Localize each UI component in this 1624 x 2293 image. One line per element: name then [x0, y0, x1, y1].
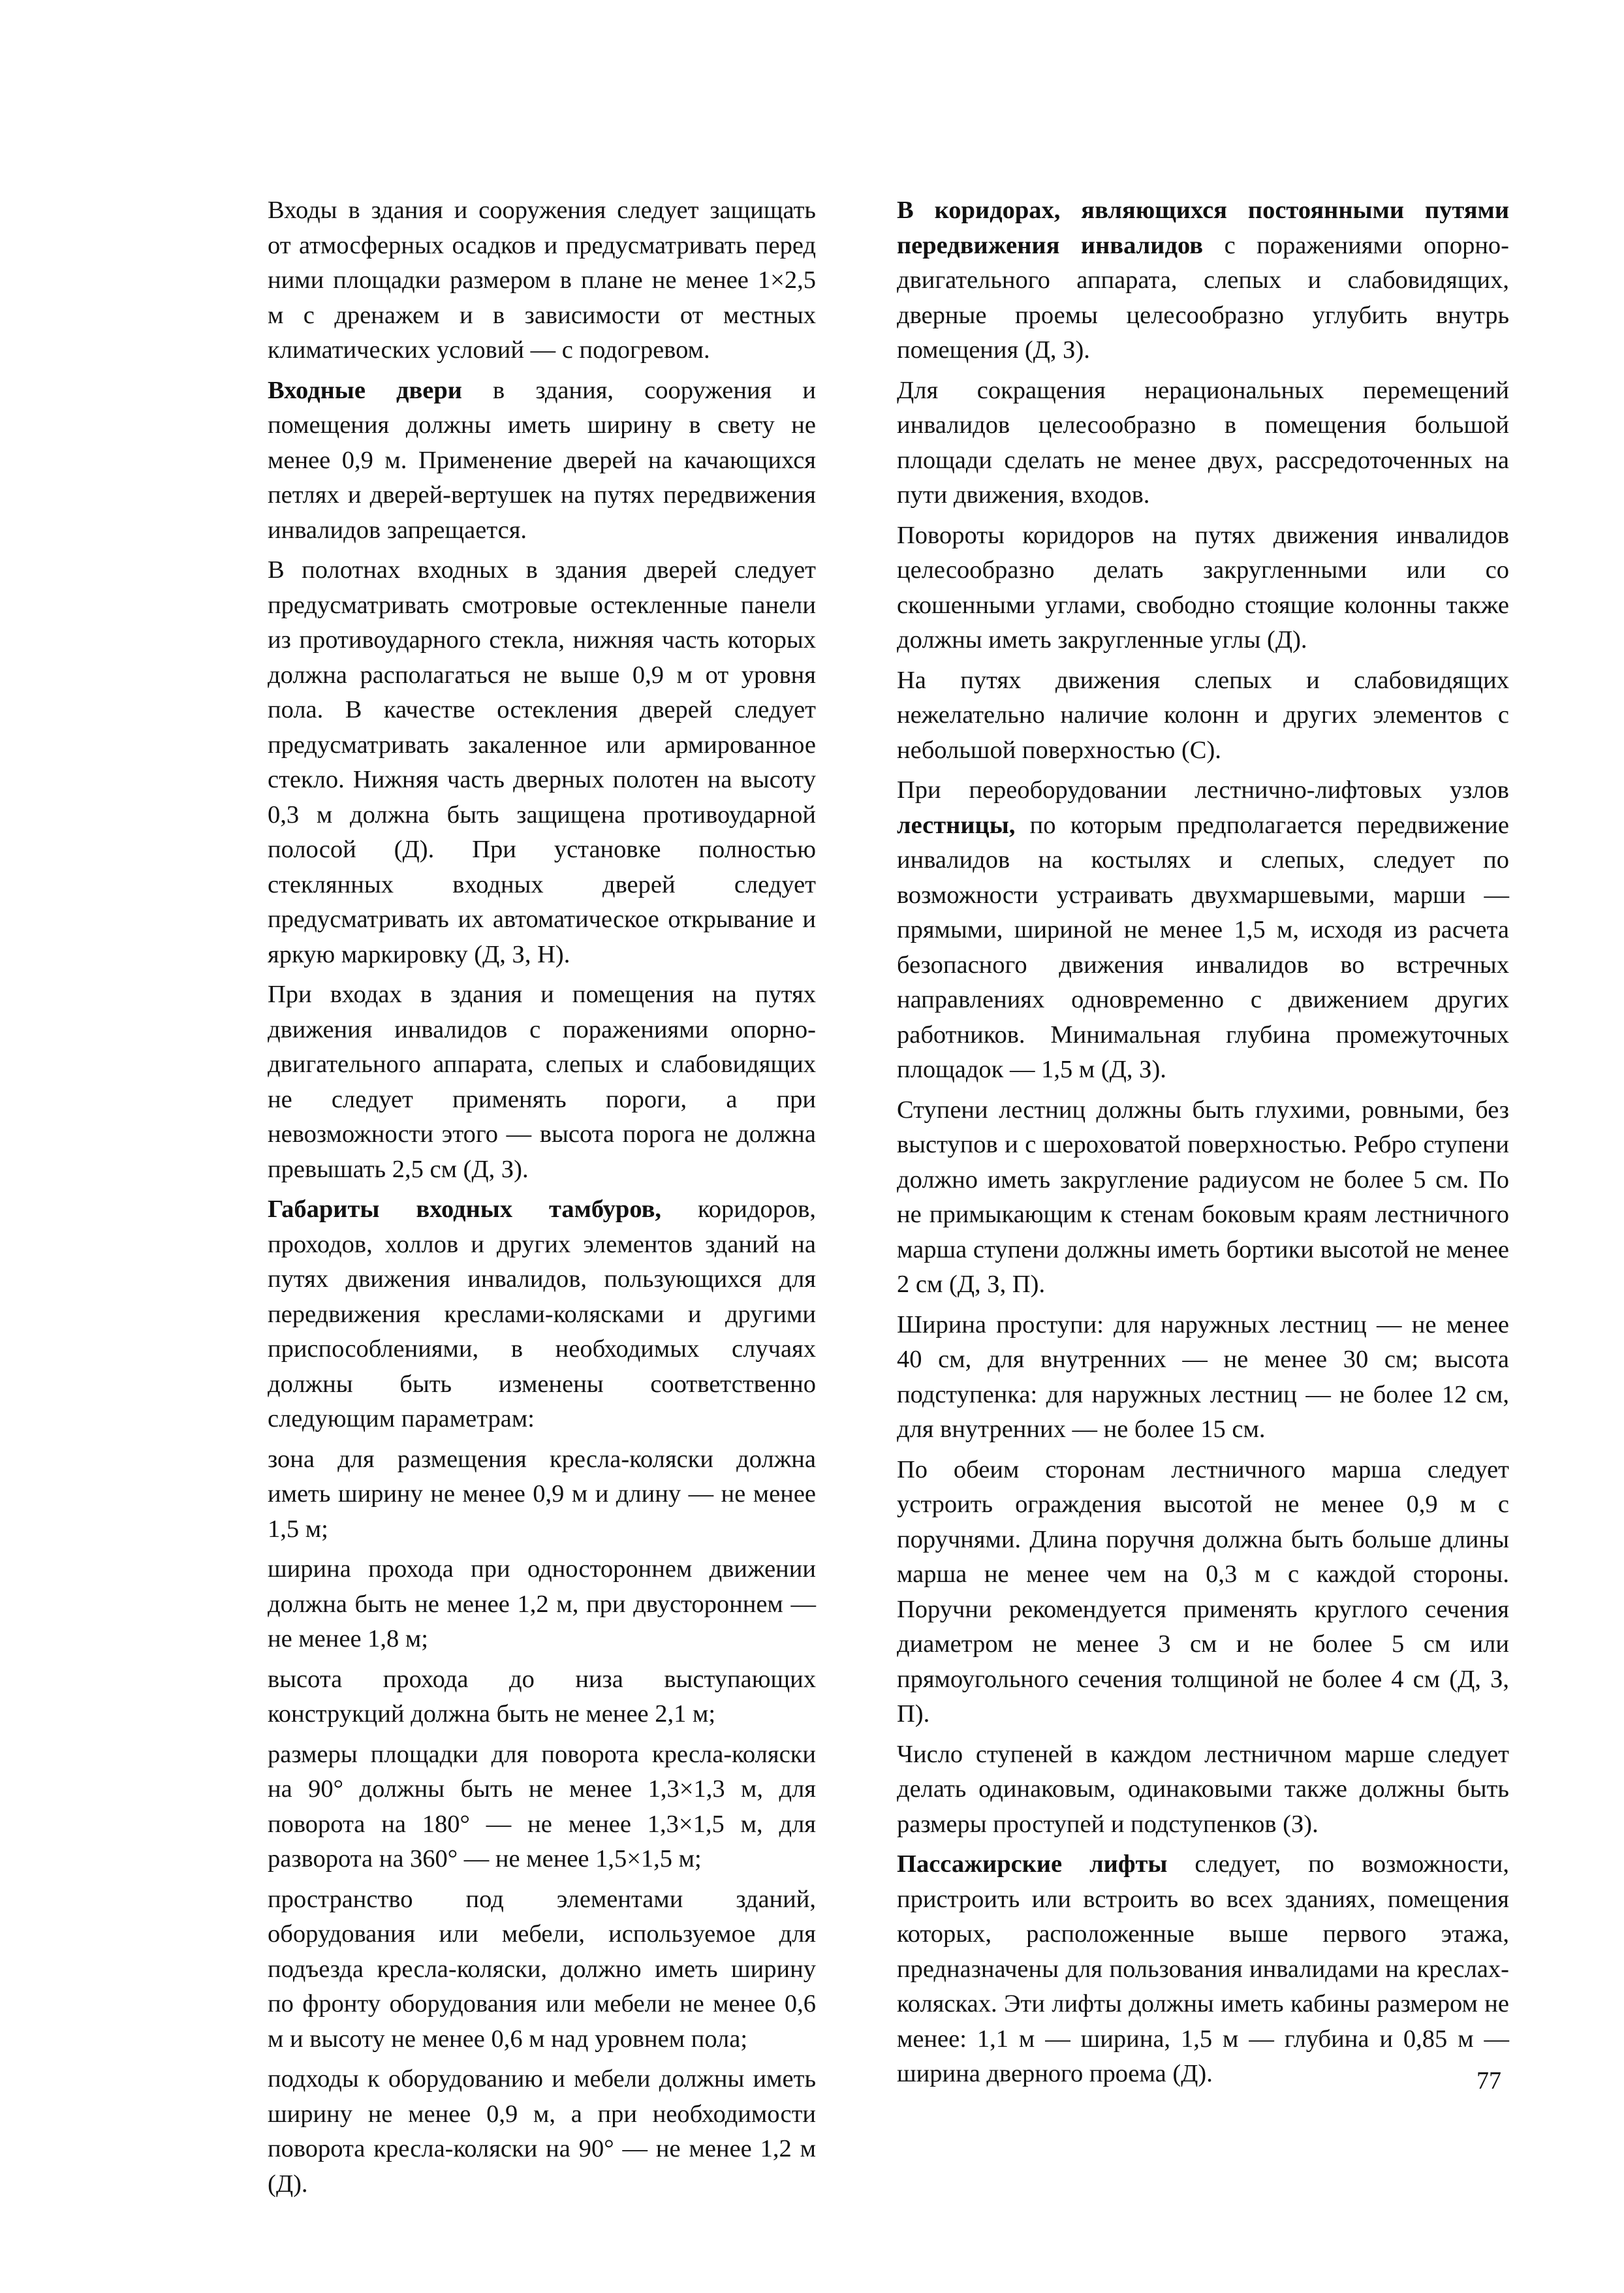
paragraph-vestibule-dimensions: Габариты входных тамбуров, коридоров, проходов, холлов и других элементов зданий на путях движения инвалидов, пользующихся для передвижения креслами-колясками и другими приспособлениями, в необходимых случаях должны быть изменены соответственно следующим параметрам:: [268, 1195, 817, 1432]
paragraph-multiple-entrances: Для сокращения нерациональных перемещений инвалидов целесообразно в помещения большой площади сделать не менее двух, рассредоточенных на пути движения, входов.: [897, 376, 1509, 509]
paragraph-door-glazing: В полотнах входных в здания дверей следует предусматривать смотровые остекленные панели из противоударного стекла, нижняя часть которых должна располагаться не выше 0,9 м от уровня пола. В качестве остекления дверей следует предусматривать закаленное или армированное стекло. Нижняя часть дверных полотен на высоту 0,3 м должна быть защищена противоударной полосой (Д). При установке полностью стеклянных входных дверей следует предусматривать их автоматическое открывание и яркую маркировку (Д, З, Н).: [268, 556, 816, 968]
list-item-passage-width: ширина прохода при одностороннем движении должна быть не менее 1,2 м, при двустороннем — не менее 1,8 м;: [268, 1555, 816, 1653]
paragraph-steps: Ступени лестниц должны быть глухими, ровными, без выступов и с шероховатой поверхностью. Ребро ступени должно иметь закругление радиусом не более 5 см. По не примыкающим к стенам боковым краям лестничного марша ступени должны иметь бортики высотой не менее 2 см (Д, З, П).: [897, 1096, 1509, 1298]
bold-term: Входные двери: [268, 376, 462, 404]
page-number: 77: [1476, 2067, 1501, 2095]
paragraph-elevators: Пассажирские лифты следует, по возможности, пристроить или встроить во всех зданиях, помещения которых, расположенные выше первого этажа, предназначены для пользования инвалидами на креслах-колясках. Эти лифты должны иметь кабины размером не менее: 1,1 м — ширина, 1,5 м — глубина и 0,85 м — ширина дверного проема (Д).: [897, 1850, 1509, 2087]
paragraph-corridor-turns: Повороты коридоров на путях движения инвалидов целесообразно делать закругленными или со скошенными углами, свободно стоящие колонны также должны иметь закругленные углы (Д).: [897, 521, 1509, 654]
bold-term: Габариты входных тамбуров,: [268, 1195, 662, 1223]
bold-term: Пассажирские лифты: [897, 1850, 1168, 1878]
paragraph-thresholds: При входах в здания и помещения на путях движения инвалидов с поражениями опорно-двигательного аппарата, слепых и слабовидящих не следует применять пороги, а при невозможности этого — высота порога не должна превышать 2,5 см (Д, З).: [268, 981, 816, 1183]
paragraph-step-count: Число ступеней в каждом лестничном марше следует делать одинаковым, одинаковыми также должны быть размеры проступей и подступенков (З).: [897, 1740, 1509, 1838]
paragraph-columns: На путях движения слепых и слабовидящих нежелательно наличие колонн и других элементов с небольшой поверхностью (С).: [897, 666, 1509, 764]
list-item-passage-height: высота прохода до низа выступающих конструкций должна быть не менее 2,1 м;: [268, 1665, 816, 1728]
paragraph-tread-width: Ширина проступи: для наружных лестниц — не менее 40 см, для внутренних — не менее 30 см; высота подступенка: для наружных лестниц — не более 12 см, для внутренних — не более 15 см.: [897, 1310, 1509, 1443]
list-item-under-space: пространство под элементами зданий, оборудования или мебели, используемое для подъезда кресла-коляски, должно иметь ширину по фронту оборудования или мебели не менее 0,6 м и высоту не менее 0,6 м над уровнем пола;: [268, 1885, 816, 2053]
list-item-wheelchair-zone: зона для размещения кресла-коляски должна иметь ширину не менее 0,9 м и длину — не менее 1,5 м;: [268, 1445, 816, 1543]
paragraph-entrance-doors: Входные двери в здания, сооружения и помещения должны иметь ширину в свету не менее 0,9 м. Применение дверей на качающихся петлях и дверей-вертушек на путях передвижения инвалидов запрещается.: [268, 376, 816, 544]
paragraph-stairs: При переоборудовании лестнично-лифтовых узлов лестницы, по которым предполагается передвижение инвалидов на костылях и слепых, следует по возможности устраивать двухмаршевыми, марши — прямыми, шириной не менее 1,5 м, исходя из расчета безопасного движения инвалидов во встречных направлениях одновременно с движением других работников. Минимальная глубина промежуточных площадок — 1,5 м (Д, З).: [897, 776, 1509, 1083]
paragraph-handrails: По обеим сторонам лестничного марша следует устроить ограждения высотой не менее 0,9 м с поручнями. Длина поручня должна быть больше длины марша не менее чем на 0,3 м с каждой стороны. Поручни рекомендуется применять круглого сечения диаметром не менее 3 см и не более 5 см или прямоугольного сечения толщиной не более 4 см (Д, З, П).: [897, 1455, 1509, 1728]
paragraph-corridors: В коридорах, являющихся постоянными путями передвижения инвалидов с поражениями опорно-двигательного аппарата, слепых и слабовидящих, дверные проемы целесообразно углубить внутрь помещения (Д, З).: [897, 197, 1509, 364]
left-text-column: [268, 193, 816, 2207]
list-item-approaches: подходы к оборудованию и мебели должны иметь ширину не менее 0,9 м, а при необходимости поворота кресла-коляски на 90° — не менее 1,2 м (Д).: [268, 2065, 816, 2198]
right-text-column: [897, 193, 1509, 2097]
bold-term: В коридорах, являющихся постоянными путями передвижения инвалидов: [897, 197, 1509, 259]
list-item-turning-area: размеры площадки для поворота кресла-коляски на 90° должны быть не менее 1,3×1,3 м, для поворота на 180° — не менее 1,3×1,5 м, для разворота на 360° — не менее 1,5×1,5 м;: [268, 1740, 816, 1873]
paragraph-entrances: Входы в здания и сооружения следует защищать от атмосферных осадков и предусматривать перед ними площадки размером в плане не менее 1×2,5 м с дренажем и в зависимости от местных климатических условий — с подогревом.: [268, 197, 816, 364]
bold-term: лестницы,: [897, 811, 1016, 839]
